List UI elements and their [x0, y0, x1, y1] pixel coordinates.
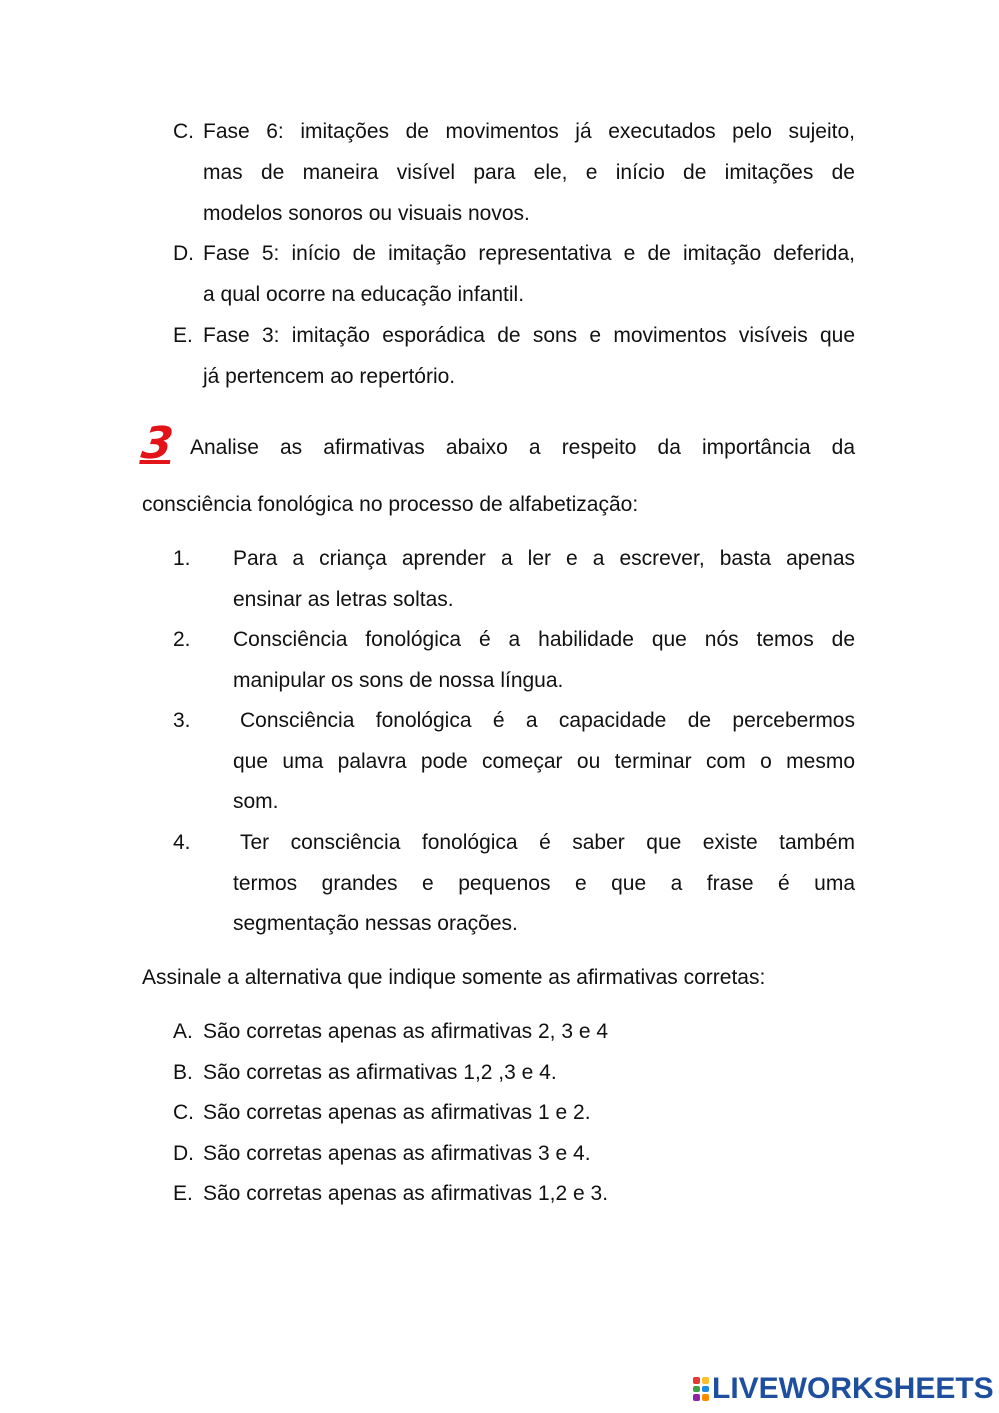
option-c-text[interactable]: São corretas apenas as afirmativas 1 e 2. — [203, 1101, 591, 1124]
prev-option-e-line-2: já pertencem ao repertório. — [203, 365, 456, 388]
option-a-letter: A. — [173, 1020, 193, 1043]
question-number: 3 — [138, 418, 177, 469]
statement-1-number: 1. — [173, 547, 191, 570]
liveworksheets-mark-icon — [692, 1376, 710, 1402]
statement-3-number: 3. — [173, 709, 191, 732]
prev-option-d-line-2: a qual ocorre na educação infantil. — [203, 283, 525, 306]
option-e-letter: E. — [173, 1182, 193, 1205]
statement-2-line-2: manipular os sons de nossa língua. — [233, 669, 564, 692]
option-b-text[interactable]: São corretas as afirmativas 1,2 ,3 e 4. — [203, 1061, 557, 1084]
statement-3-line-1: Consciência fonológica é a capacidade de percebermos — [240, 709, 855, 732]
prev-option-c-line-2: mas de maneira visível para ele, e início de imitações de — [203, 161, 855, 184]
question-stem-line-2: consciência fonológica no processo de alfabetização: — [142, 493, 639, 516]
option-b-letter: B. — [173, 1061, 193, 1084]
option-c-letter: C. — [173, 1101, 194, 1124]
prev-option-c-line-1: Fase 6: imitações de movimentos já executados pelo sujeito, — [203, 120, 855, 143]
question-stem-line-1: Analise as afirmativas abaixo a respeito da importância da — [190, 436, 855, 459]
statement-3-line-3: som. — [233, 790, 279, 813]
option-a-text[interactable]: São corretas apenas as afirmativas 2, 3 e 4 — [203, 1020, 609, 1043]
statement-2-line-1: Consciência fonológica é a habilidade que nós temos de — [233, 628, 855, 651]
statement-4-line-1: Ter consciência fonológica é saber que existe também — [240, 831, 855, 854]
prev-option-d-line-1: Fase 5: início de imitação representativa e de imitação deferida, — [203, 242, 855, 265]
statement-3-line-2: que uma palavra pode começar ou terminar com o mesmo — [233, 750, 855, 773]
prev-option-letter-d: D. — [173, 242, 194, 265]
statement-1-line-1: Para a criança aprender a ler e a escrever, basta apenas — [233, 547, 855, 570]
prev-option-letter-e: E. — [173, 324, 193, 347]
option-e-text[interactable]: São corretas apenas as afirmativas 1,2 e 3. — [203, 1182, 609, 1205]
question-instruction: Assinale a alternativa que indique somente as afirmativas corretas: — [142, 966, 766, 989]
statement-4-line-3: segmentação nessas orações. — [233, 912, 518, 935]
logo-text: LIVEWORKSHEETS — [712, 1372, 994, 1405]
statement-4-line-2: termos grandes e pequenos e que a frase é uma — [233, 872, 855, 895]
option-d-letter: D. — [173, 1142, 194, 1165]
prev-option-letter-c: C. — [173, 120, 194, 143]
prev-option-c-line-3: modelos sonoros ou visuais novos. — [203, 202, 530, 225]
statement-2-number: 2. — [173, 628, 191, 651]
prev-option-e-line-1: Fase 3: imitação esporádica de sons e movimentos visíveis que — [203, 324, 855, 347]
option-d-text[interactable]: São corretas apenas as afirmativas 3 e 4. — [203, 1142, 591, 1165]
statement-1-line-2: ensinar as letras soltas. — [233, 588, 454, 611]
statement-4-number: 4. — [173, 831, 191, 854]
liveworksheets-logo[interactable] — [692, 1374, 994, 1404]
